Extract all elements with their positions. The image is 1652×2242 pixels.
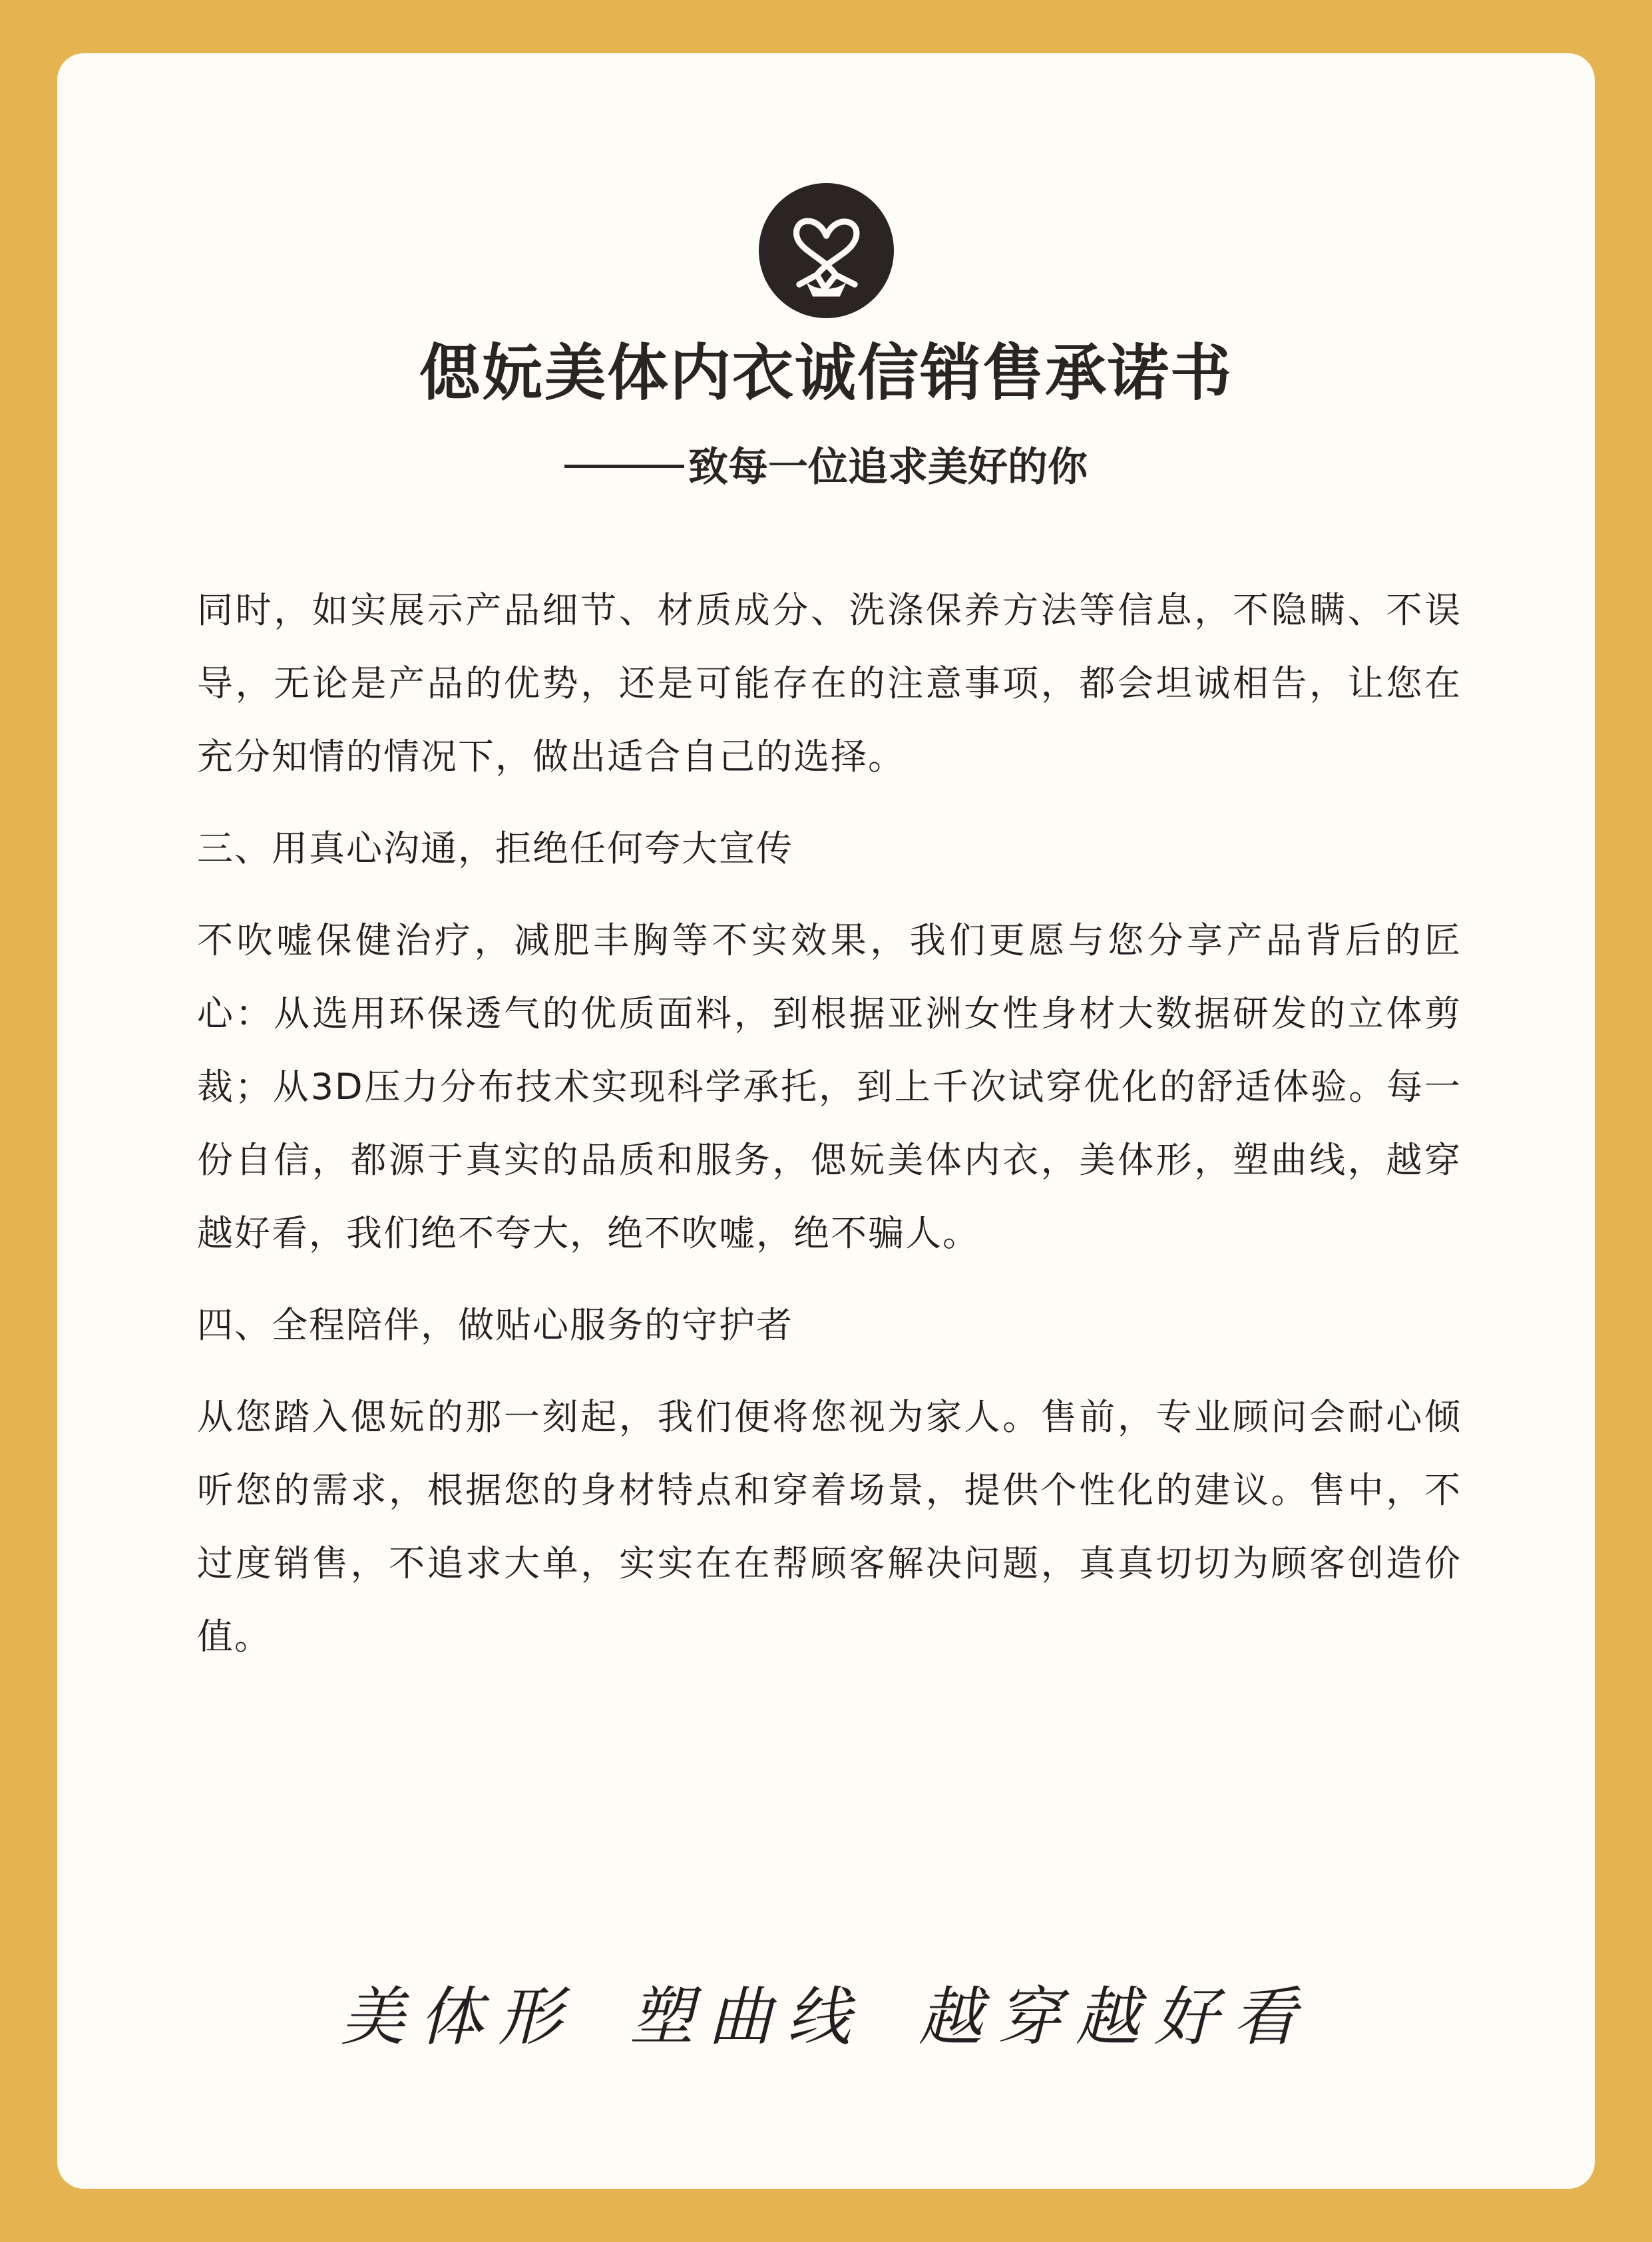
commitment-body [197,574,1462,1692]
section-heading-4: 四、全程陪伴，做贴心服务的守护者 [197,1304,793,1346]
slogan-part-1: 美体形 [341,1980,576,2054]
page-subtitle [0,441,1652,494]
paragraph-transparency: 同时，如实展示产品细节、材质成分、洗涤保养方法等信息，不隐瞒、不误导，无论是产品的优势，还是可能存在的注意事项，都会坦诚相告，让您在充分知情的情况下，做出适合自己的选择。 [197,589,1462,778]
heart-ribbon-logo-icon [759,183,894,318]
page-title: 偲妧美体内衣诚信销售承诺书 [419,337,1233,409]
section-heading-3: 三、用真心沟通，拒绝任何夸大宣传 [197,827,793,869]
paragraph-service: 从您踏入偲妧的那一刻起，我们便将您视为家人。售前，专业顾问会耐心倾听您的需求，根据您的身材特点和穿着场景，提供个性化的建议。售中，不过度销售，不追求大单，实实在在帮顾客解决问题，真真切切为顾客创造价值。 [197,1396,1462,1658]
paragraph-no-exaggeration: 不吹嘘保健治疗，减肥丰胸等不实效果，我们更愿与您分享产品背后的匠心：从选用环保透气的优质面料，到根据亚洲女性身材大数据研发的立体剪裁；从3D压力分布技术实现科学承托，到上千次试穿优化的舒适体验。每一份自信，都源于真实的品质和服务，偲妧美体内衣，美体形，塑曲线，越穿越好看，我们绝不夸大，绝不吹嘘，绝不骗人。 [197,919,1462,1254]
footer-slogan [0,1974,1652,2060]
slogan-part-3: 越穿越好看 [919,1980,1311,2054]
subtitle-dash [564,465,684,468]
slogan-part-2: 塑曲线 [630,1980,865,2054]
subtitle-text: 致每一位追求美好的你 [688,444,1088,491]
